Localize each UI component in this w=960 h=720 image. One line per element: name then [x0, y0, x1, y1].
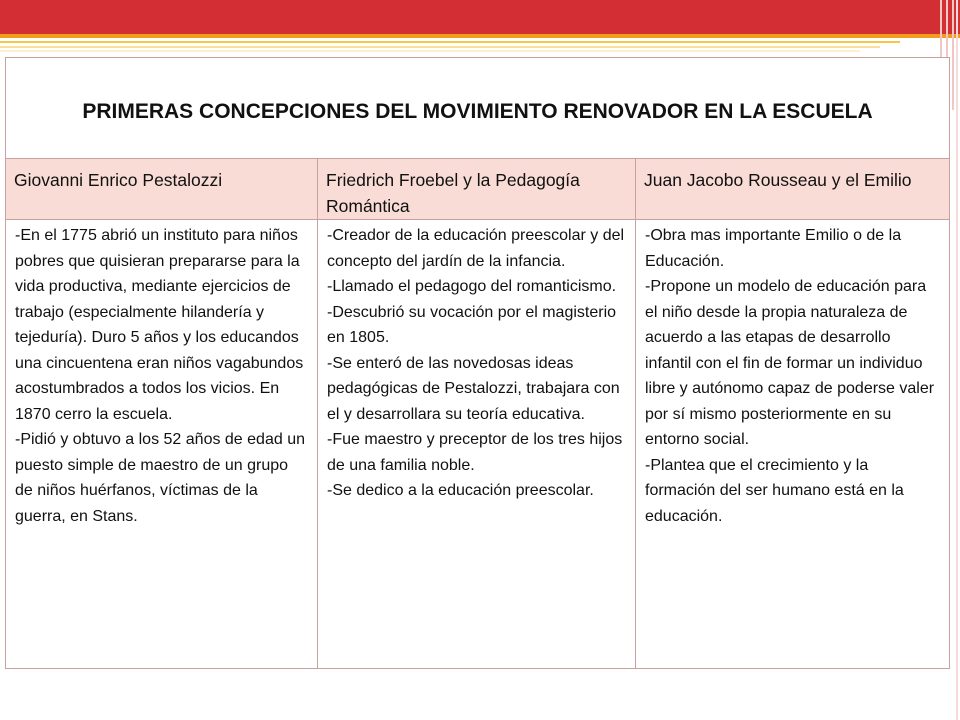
accent-stripe — [0, 50, 860, 52]
column-body-rousseau — [636, 220, 950, 669]
paragraph: -Propone un modelo de educación para el niño desde la propia naturaleza de acuerdo a las etapas de desarrollo infantil con el fin de formar un individuo libre y autónomo capaz de poderse valer por sí mismo posteriormente en su entorno social. — [645, 278, 935, 448]
column-header-pestalozzi — [6, 159, 318, 220]
paragraph: -Plantea que el crecimiento y la formación del ser humano está en la educación. — [645, 456, 904, 525]
top-banner-bar — [0, 0, 960, 34]
column-header-rousseau — [636, 159, 950, 220]
accent-stripe — [0, 46, 880, 48]
paragraph: -Pidió y obtuvo a los 52 años de edad un puesto simple de maestro de un grupo de niños huérfanos, víctimas de la guerra, en Stans. — [15, 431, 305, 525]
column-header-text: Juan Jacobo Rousseau y el Emilio — [644, 170, 912, 190]
paragraph: -En el 1775 abrió un instituto para niños pobres que quisieran prepararse para la vida productiva, mediante ejercicios de trabajo (especialmente hilandería y tejeduría). Duro 5 años y los educandos una cincuentena eran niños vagabundos acostumbrados a todos los vicios. En 1870 cerro la escuela. — [15, 227, 304, 423]
column-header-froebel — [318, 159, 636, 220]
title-cell — [6, 58, 950, 159]
paragraph: -Llamado el pedagogo del romanticismo. — [327, 278, 617, 295]
column-body-froebel — [318, 220, 636, 669]
table-title: PRIMERAS CONCEPCIONES DEL MOVIMIENTO RENOVADOR EN LA ESCUELA — [82, 99, 873, 123]
paragraph: -Obra mas importante Emilio o de la Educación. — [645, 227, 902, 270]
paragraph: -Descubrió su vocación por el magisterio en 1805. — [327, 303, 617, 346]
accent-stripe — [0, 34, 960, 38]
paragraph: -Creador de la educación preescolar y del concepto del jardín de la infancia. — [327, 227, 625, 270]
paragraph: -Fue maestro y preceptor de los tres hijos de una familia noble. — [327, 431, 623, 474]
column-header-text: Giovanni Enrico Pestalozzi — [14, 170, 223, 190]
column-header-text: Friedrich Froebel y la Pedagogía Romántica — [326, 170, 580, 216]
paragraph: -Se enteró de las novedosas ideas pedagógicas de Pestalozzi, trabajara con el y desarrollara su teoría educativa. — [327, 354, 620, 423]
paragraph: -Se dedico a la educación preescolar. — [327, 482, 594, 499]
content-table — [5, 57, 950, 669]
accent-stripe — [0, 41, 900, 43]
column-body-pestalozzi — [6, 220, 318, 669]
